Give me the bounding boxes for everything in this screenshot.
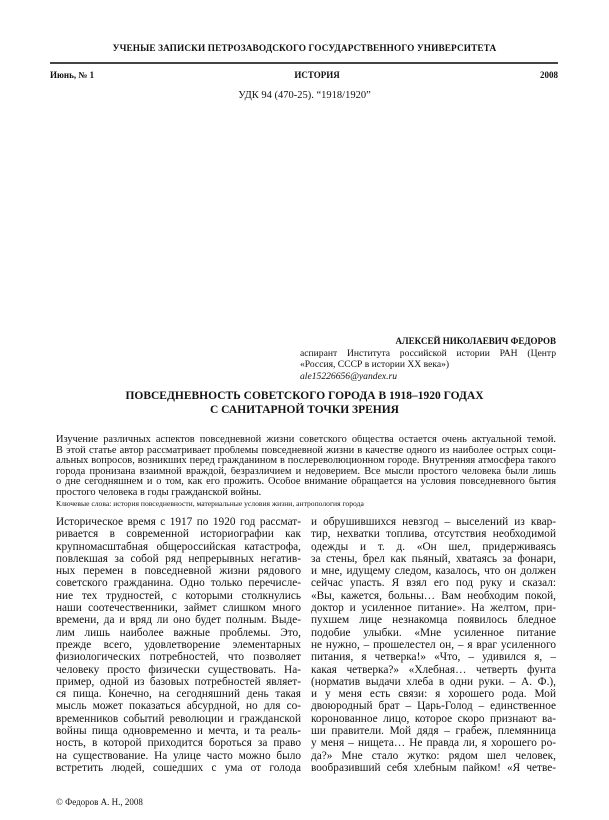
udk-code: УДК 94 (470-25). “1918/1920”: [238, 90, 371, 101]
body-column-right: [311, 516, 556, 774]
text-line: одежды и т. д. «Он шел, придерживаясь: [311, 540, 556, 553]
text-line: ных перемен в повседневной жизни рядового: [56, 565, 301, 578]
text-line: ность, в которой приходится бороться за право: [56, 737, 301, 750]
text-line: коронованное лицо, которое скоро признают ва-: [311, 712, 556, 725]
text-line: и обрушившихся невзгод – выселений из квар-: [311, 516, 556, 528]
text-line: советского гражданина. Одно только перечисле-: [56, 577, 301, 590]
text-line: какая четверка?» «Хлебная… четверть фунта: [311, 663, 556, 676]
text-line: Историческое время с 1917 по 1920 год рассмат-: [56, 516, 301, 528]
text-line: не нужно, – прошелестел он, – я враг усиленного: [311, 638, 556, 651]
text-line: подобие улыбки. «Мне усиленное питание: [311, 626, 556, 639]
text-line: альных вопросов, возникших перед гражданином в послереволюционном городе. Внутренняя атмосфера такого: [56, 456, 556, 466]
text-line: питания, я четверка!» «Что, – удивился я, –: [311, 651, 556, 664]
author-affiliation: аспирант Института российской истории РАН (Центр «Россия, СССР в истории XX века»): [300, 347, 556, 371]
issue-row: [50, 70, 558, 80]
text-line: времени, да и вряд ли оно будет полным. Выде-: [56, 614, 301, 627]
header-rule: [50, 62, 558, 64]
journal-title: УЧЕНЫЕ ЗАПИСКИ ПЕТРОЗАВОДСКОГО ГОСУДАРСТВЕННОГО УНИВЕРСИТЕТА: [112, 44, 497, 54]
issue-label: Июнь, № 1: [50, 70, 95, 80]
text-line: ши правители. Мой дядя – грабеж, племянница: [311, 725, 556, 738]
text-line: ривается в современной историографии как: [56, 528, 301, 541]
text-line: пухшем лице незнакомца появилось бледное: [311, 614, 556, 627]
text-line: сейчас упасть. Я взял его под руку и сказал:: [311, 577, 556, 590]
author-email[interactable]: ale15226656@yandex.ru: [300, 370, 398, 382]
text-line: да?» Мне стало жутко: рядом шел человек,: [311, 749, 556, 762]
text-line: доктор и усиленное питание». На желтом, при-: [311, 602, 556, 615]
text-line: мысль может показаться абсурдной, но для со-: [56, 700, 301, 713]
text-line: и у меня есть связи: я хорошего рода. Мой: [311, 688, 556, 701]
article-title: [0, 390, 609, 417]
text-line: пример, одной из базовых потребностей являет-: [56, 675, 301, 688]
text-line: войны пища одновременно и мечта, и та реаль-: [56, 725, 301, 738]
text-line: у меня – нищета… Не правда ли, я хорошего ро-: [311, 737, 556, 750]
text-line: ся пища. Конечно, на сегодняшний день такая: [56, 688, 301, 701]
year-label: 2008: [539, 70, 558, 80]
title-line: ПОВСЕДНЕВНОСТЬ СОВЕТСКОГО ГОРОДА В 1918–1920 ГОДАХ: [125, 390, 484, 402]
text-line: за стены, брел как пьяный, хватаясь за фонари,: [311, 552, 556, 565]
text-line: Изучение различных аспектов повседневной жизни советского общества остается очень актуальной темой.: [56, 435, 556, 445]
text-line: ние тех трудностей, с которыми столкнулись: [56, 589, 301, 602]
title-line: С САНИТАРНОЙ ТОЧКИ ЗРЕНИЯ: [210, 403, 399, 416]
text-line: временников событий революции и гражданской: [56, 712, 301, 725]
text-line: «Вы, кажется, больны… Вам необходим покой,: [311, 589, 556, 602]
text-line: В этой статье автор рассматривает проблемы повседневной жизни в качестве одного из наиболее острых соци-: [56, 445, 556, 456]
text-line: наши соотечественники, займет слишком много: [56, 602, 301, 615]
text-line: двоюродный брат – Царь-Голод – единственное: [311, 700, 556, 713]
text-line: крупномасштабная общероссийская катастрофа,: [56, 540, 301, 553]
keywords: Ключевые слова: история повседневности, материальные условия жизни, антропология города: [56, 499, 364, 508]
text-line: человеку просто физически существовать. На-: [56, 663, 301, 676]
text-line: и мне, идущему следом, казалось, что он должен: [311, 565, 556, 578]
text-line: города пронизана взаимной враждой, безразличием и недоверием. Все мысли простого человека были лишь: [56, 466, 556, 477]
section-label: ИСТОРИЯ: [294, 70, 340, 80]
body-column-left: [56, 516, 301, 774]
text-line: прежде всего, удовлетворение элементарных: [56, 638, 301, 651]
abstract: [56, 435, 556, 498]
text-line: на существование. На улице часто можно было: [56, 749, 301, 762]
author-block: [300, 336, 556, 382]
text-line: вообразивший себя хлебным пайком! «Я четве-: [311, 761, 556, 774]
text-line: (норматив выдачи хлеба в одни руки. – А. Ф.),: [311, 675, 556, 688]
text-line: повлекшая за собой ряд непрерывных негатив-: [56, 552, 301, 565]
text-line: физиологических потребностей, что позволяет: [56, 651, 301, 664]
author-name: АЛЕКСЕЙ НИКОЛАЕВИЧ ФЕДОРОВ: [395, 336, 556, 346]
text-line: тир, нехватки топлива, отсутствия необходимой: [311, 528, 556, 541]
text-line: о дне сегодняшнем и о том, как его прожить. Особое внимание обращается на условия повседневного бытия: [56, 477, 556, 487]
text-line: лим лишь наиболее важные проблемы. Это,: [56, 626, 301, 639]
copyright: © Федоров А. Н., 2008: [56, 797, 143, 807]
text-line: встретить людей, сошедших с ума от голода: [56, 761, 301, 774]
text-line: простого человека в годы гражданской войны.: [56, 487, 262, 498]
